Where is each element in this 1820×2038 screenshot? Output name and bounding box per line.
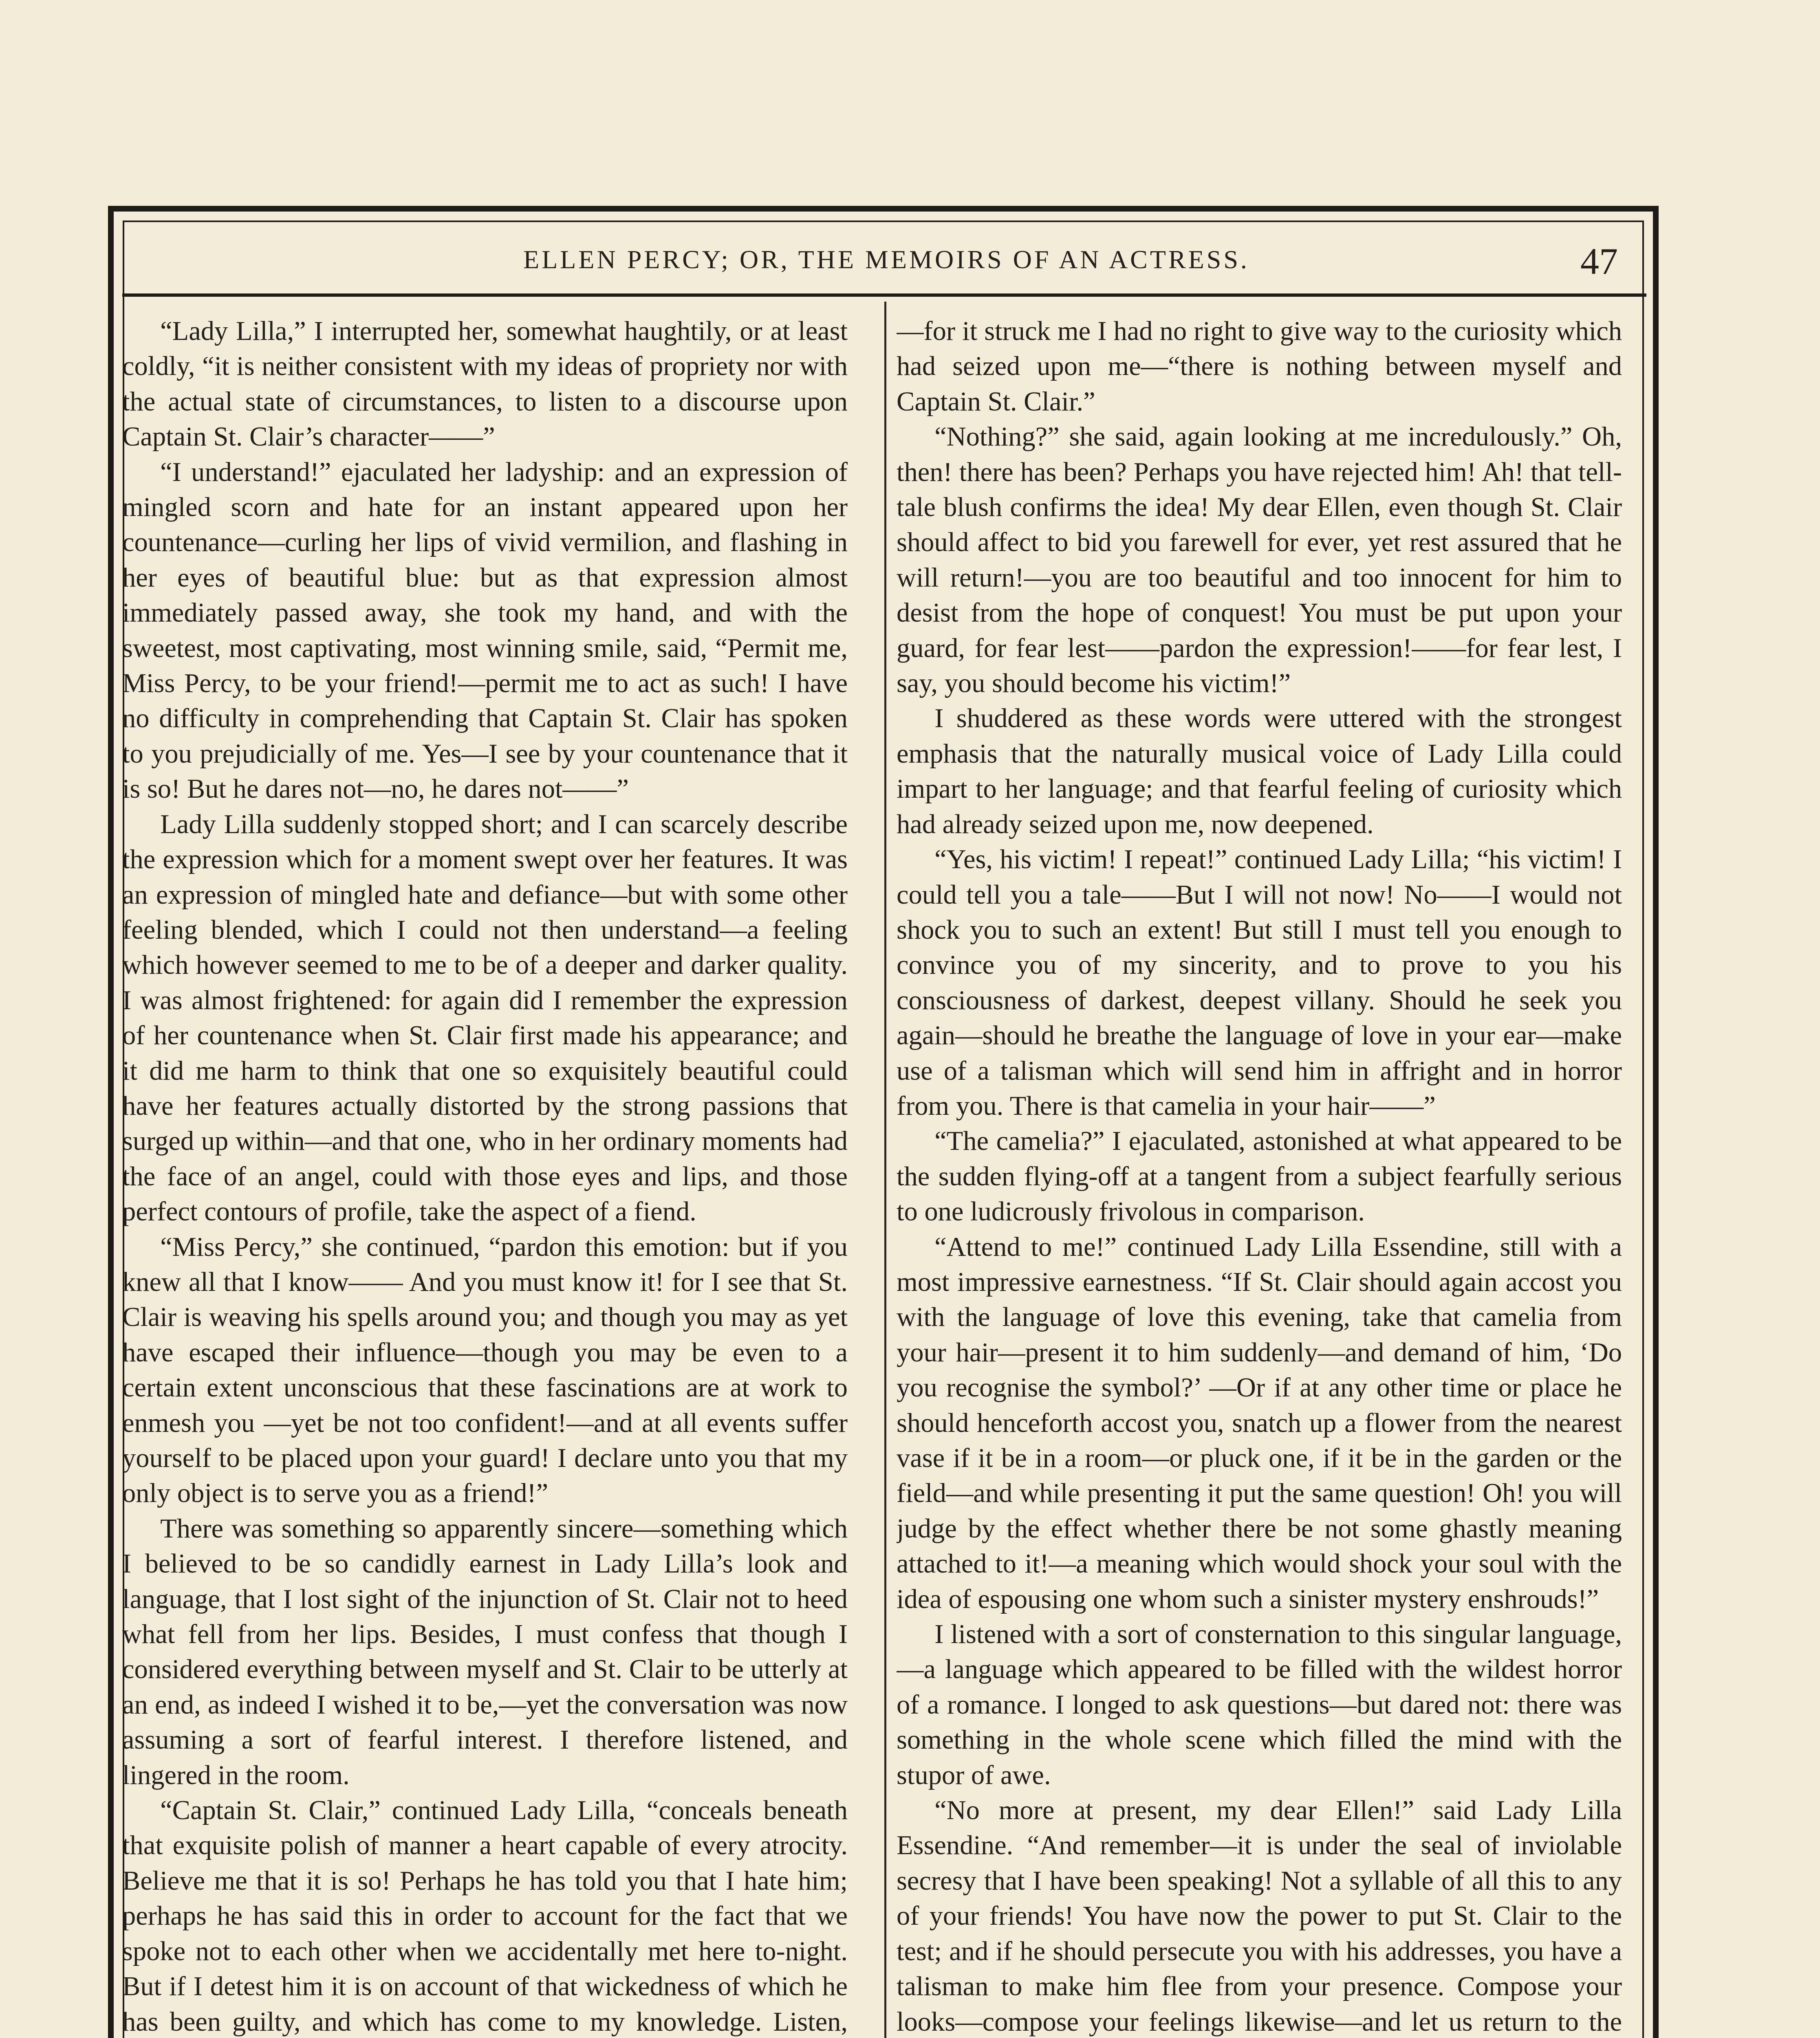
header-rule (122, 293, 1646, 297)
running-title: ELLEN PERCY; OR, THE MEMOIRS OF AN ACTRESS. (523, 245, 1249, 274)
paragraph: “Attend to me!” continued Lady Lilla Essendine, still with a most impressive earnestness. “If St. Clair should again accost you with the language of love this evening, take that camelia from your hair—present it to him suddenly—and demand of him, ‘Do you recognise the symbol?’ —Or if at any other time or place he should henceforth accost you, snatch up a flower from the nearest vase if it be in a room—or pluck one, if it be in the garden or the field—and while presenting it put the same question! Oh! you will judge by the effect whether there be not some ghastly meaning attached to it!—a meaning which would shock your soul with the idea of espousing one whom such a sinister mystery enshrouds!” (897, 1232, 1622, 1614)
paragraph: Lady Lilla suddenly stopped short; and I can scarcely describe the expression which for a moment swept over her features. It was an expression of mingled hate and defiance—but with some other feeling blended, which I could not then understand—a feeling which however seemed to me to be of a deeper and darker quality. I was almost frightened: for again did I remember the expression of her countenance when St. Clair first made his appearance; and it did me harm to think that one so exquisitely beautiful could have her features actually distorted by the strong passions that surged up within—and that one, who in her ordinary moments had the face of an angel, could with those eyes and lips, and those perfect contours of profile, take the aspect of a fiend. (122, 809, 848, 1227)
paragraph: “Nothing?” she said, again looking at me incredulously.” Oh, then! there has been? Perhaps you have rejected him! Ah! that tell-tale blush confirms the idea! My dear Ellen, even though St. Clair should affect to bid you farewell for ever, yet rest assured that he will return!—you are too beautiful and too innocent for him to desist from the hope of conquest! You must be put upon your guard, for fear lest——pardon the expression!——for fear lest, I say, you should become his victim!” (897, 422, 1622, 699)
running-head (155, 228, 1618, 289)
paragraph: “Captain St. Clair,” continued Lady Lilla, “conceals beneath that exquisite polish of manner a heart capable of every atrocity. Believe me that it is so! Perhaps he has told you that I hate him; perhaps he has said this in order to account for the fact that we spoke not to each other when we accidentally met here to-night. But if I detest him it is on account of that wickedness of which he has been guilty, and which has come to my knowledge. Listen, (122, 1795, 848, 2037)
paragraph: I listened with a sort of consternation to this singular language,—a language which appeared to be filled with the wildest horror of a romance. I longed to ask questions—but dared not: there was something in the whole scene which filled the mind with the stupor of awe. (897, 1619, 1622, 1790)
paragraph: “Miss Percy,” she continued, “pardon this emotion: but if you knew all that I know—— And you must know it! for I see that St. Clair is weaving his spells around you; and though you may as yet have escaped their influence—though you may be even to a certain extent unconscious that these fascinations are at work to enmesh you —yet be not too confident!—and at all events suffer yourself to be placed upon your guard! I declare unto you that my only object is to serve you as a friend!” (122, 1232, 848, 1509)
paragraph: —for it struck me I had no right to give way to the curiosity which had seized upon me—“there is nothing between myself and Captain St. Clair.” (897, 316, 1622, 417)
paragraph: I shuddered as these words were uttered with the strongest emphasis that the naturally musical voice of Lady Lilla could impart to her language; and that fearful feeling of curiosity which had already seized upon me, now deepened. (897, 704, 1622, 839)
paragraph: “No more at present, my dear Ellen!” said Lady Lilla Essendine. “And remember—it is under the seal of inviolable secresy that I have been speaking! Not a syllable of all this to any of your friends! You have now the power to put St. Clair to the test; and if he should persecute you with his addresses, you have a talisman to make him flee from your presence. Compose your looks—compose your feelings likewise—and let us return to the (897, 1795, 1622, 2037)
paragraph: “The camelia?” I ejaculated, astonished at what appeared to be the sudden flying-off at a tangent from a subject fearfully serious to one ludicrously frivolous in comparison. (897, 1126, 1622, 1227)
column-divider (884, 302, 886, 2038)
paragraph: “Yes, his victim! I repeat!” continued Lady Lilla; “his victim! I could tell you a tale——But I will not now! No——I would not shock you to such an extent! But still I must tell you enough to convince you of my sincerity, and to prove to you his consciousness of darkest, deepest villany. Should he seek you again—should he breathe the language of love in your ear—make use of a talisman which will send him in affright and in horror from you. There is that camelia in your hair——” (897, 845, 1622, 1121)
paragraph: “Lady Lilla,” I interrupted her, somewhat haughtily, or at least coldly, “it is neither consistent with my ideas of propriety nor with the actual state of circumstances, to listen to a discourse upon Captain St. Clair’s character——” (122, 316, 848, 452)
page-number: 47 (1580, 240, 1618, 282)
paragraph: There was something so apparently sincere—something which I believed to be so candidly earnest in Lady Lilla’s look and language, that I lost sight of the injunction of St. Clair not to heed what fell from her lips. Besides, I must confess that though I considered everything between myself and St. Clair to be utterly at an end, as indeed I wished it to be,—yet the conversation was now assuming a sort of fearful interest. I therefore listened, and lingered in the room. (122, 1513, 848, 1790)
left-column (122, 314, 848, 2038)
paragraph: “I understand!” ejaculated her ladyship: and an expression of mingled scorn and hate for an instant appeared upon her countenance—curling her lips of vivid vermilion, and flashing in her eyes of beautiful blue: but as that expression almost immediately passed away, she took my hand, and with the sweetest, most captivating, most winning smile, said, “Permit me, Miss Percy, to be your friend!—permit me to act as such! I have no difficulty in comprehending that Captain St. Clair has spoken to you prejudicially of me. Yes—I see by your countenance that it is so! But he dares not—no, he dares not——” (122, 457, 848, 804)
right-column (897, 314, 1622, 2038)
